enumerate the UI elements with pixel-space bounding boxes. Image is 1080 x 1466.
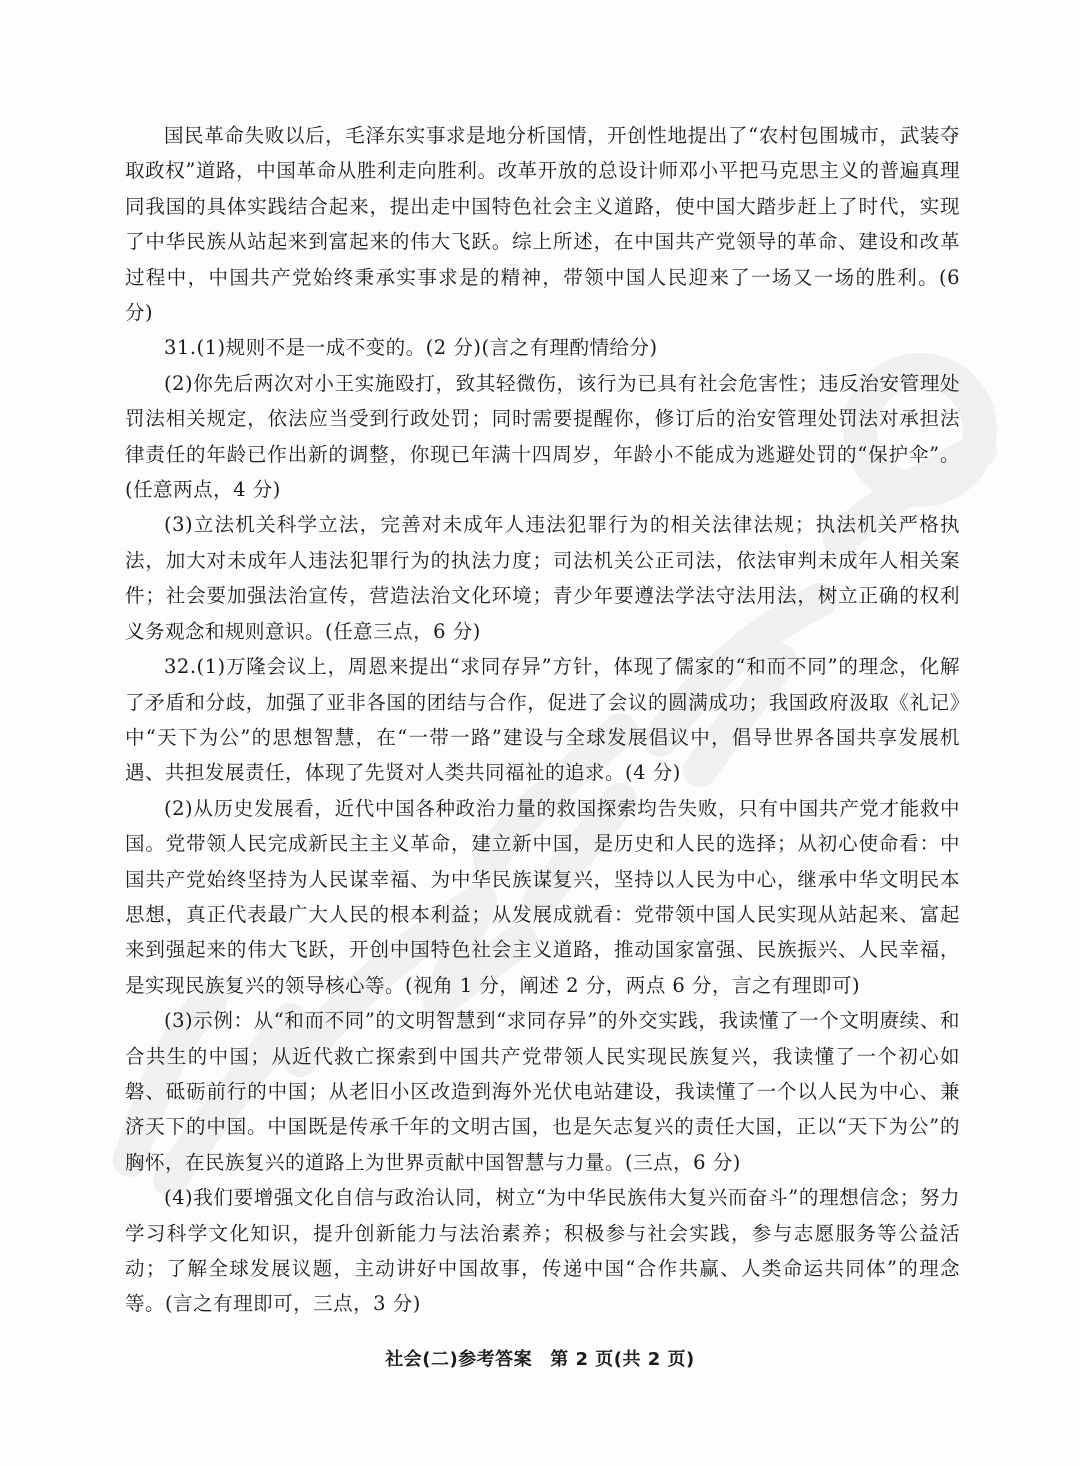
footer-page-number: 第 2 页(共 2 页) [550,1349,695,1370]
paragraph-q32-part1: 32.(1)万隆会议上，周恩来提出“求同存异”方针，体现了儒家的“和而不同”的理念，化解了矛盾和分歧，加强了亚非各国的团结与合作，促进了会议的圆满成功；我国政府汲取《礼记》中“天下为公”的思想智慧，在“一带一路”建设与全球发展倡议中，倡导世界各国共享发展机遇、共担发展责任，体现了先贤对人类共同福祉的追求。(4 分) [125,655,960,785]
paragraph-q32-part3: (3)示例：从“和而不同”的文明智慧到“求同存异”的外交实践，我读懂了一个文明赓续、和合共生的中国；从近代救亡探索到中国共产党带领人民实现民族复兴，我读懂了一个初心如磐、砥砺前行的中国；从老旧小区改造到海外光伏电站建设，我读懂了一个以人民为中心、兼济天下的中国。中国既是传承千年的文明古国，也是矢志复兴的责任大国，正以“天下为公”的胸怀，在民族复兴的道路上为世界贡献中国智慧与力量。(三点，6 分) [125,1009,960,1174]
footer-title: 社会(二)参考答案 [385,1349,533,1370]
paragraph-q31-part1: 31.(1)规则不是一成不变的。(2 分)(言之有理酌情给分) [164,336,658,360]
answer-content [125,118,960,1322]
paragraph-q31-part3: (3)立法机关科学立法，完善对未成年人违法犯罪行为的相关法律法规；执法机关严格执法，加大对未成年人违法犯罪行为的执法力度；司法机关公正司法，依法审判未成年人相关案件；社会要加强法治宣传，营造法治文化环境；青少年要遵法学法守法用法，树立正确的权利义务观念和规则意识。(任意三点，6 分) [125,513,960,643]
paragraph-q32-part4: (4)我们要增强文化自信与政治认同，树立“为中华民族伟大复兴而奋斗”的理想信念；努力学习科学文化知识，提升创新能力与法治素养；积极参与社会实践，参与志愿服务等公益活动；了解全球发展议题，主动讲好中国故事，传递中国“合作共赢、人类命运共同体”的理念等。(言之有理即可，三点，3 分) [125,1186,960,1316]
paragraph-q32-part2: (2)从历史发展看，近代中国各种政治力量的救国探索均告失败，只有中国共产党才能救中国。党带领人民完成新民主主义革命，建立新中国，是历史和人民的选择；从初心使命看：中国共产党始终坚持为人民谋幸福、为中华民族谋复兴，坚持以人民为中心，继承中华文明民本思想，真正代表最广大人民的根本利益；从发展成就看：党带领中国人民实现从站起来、富起来到强起来的伟大飞跃，开创中国特色社会主义道路，推动国家富强、民族振兴、人民幸福，是实现民族复兴的领导核心等。(视角 1 分，阐述 2 分，两点 6 分，言之有理即可) [125,796,960,997]
paragraph-q31-part2: (2)你先后两次对小王实施殴打，致其轻微伤，该行为已具有社会危害性；违反治安管理处罚法相关规定，依法应当受到行政处罚；同时需要提醒你，修订后的治安管理处罚法对承担法律责任的年龄已作出新的调整，你现已年满十四周岁，年龄小不能成为逃避处罚的“保护伞”。(任意两点，4 分) [125,371,960,502]
paragraph-revolution-summary: 国民革命失败以后，毛泽东实事求是地分析国情，开创性地提出了“农村包围城市，武装夺取政权”道路，中国革命从胜利走向胜利。改革开放的总设计师邓小平把马克思主义的普遍真理同我国的具体实践结合起来，提出走中国特色社会主义道路，使中国大踏步赶上了时代，实现了中华民族从站起来到富起来的伟大飞跃。综上所述，在中国共产党领导的革命、建设和改革过程中，中国共产党始终秉承实事求是的精神，带领中国人民迎来了一场又一场的胜利。(6 分) [125,124,960,325]
page-footer [0,1345,1080,1371]
